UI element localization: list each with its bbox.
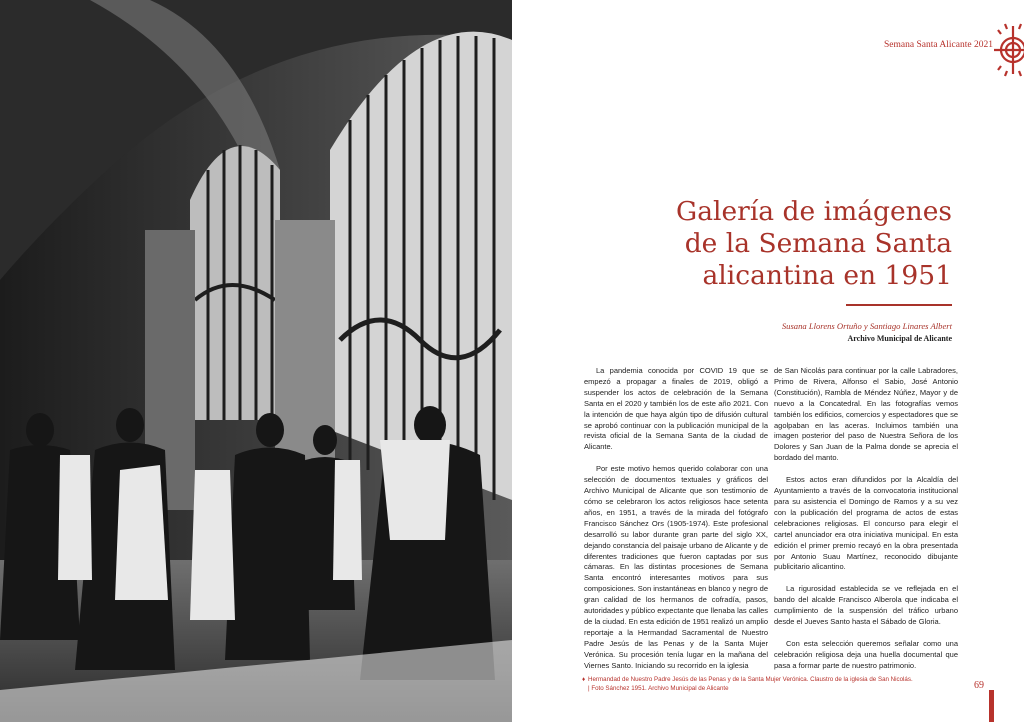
paragraph: La rigurosidad establecida se ve reflejada en el bando del alcalde Francisco Alberola que indicaba el cumplimiento de la suspensión del tráfico urbano desde el Jueves Santo hasta el Sábado de Gloria. xyxy=(774,584,958,627)
running-title: Semana Santa Alicante 2021 xyxy=(884,40,993,50)
title-line-2: de la Semana Santa xyxy=(684,228,952,259)
paragraph: Por este motivo hemos querido colaborar con una selección de documentos textuales y gráficos del Archivo Municipal de Alicante que son testimonio de cómo se celebraron los actos religiosos hace setenta años, en 1951, a través de la mirada del fotógrafo Francisco Sánchez Ors (1905-1974). Este profesional desarrolló su labor durante gran parte del siglo XX, dejando constancia del paisaje urbano de Alicante y de diferentes tradiciones que fueron captadas por sus cámaras. En las distintas procesiones de Semana Santa encontró interesantes motivos para sus composiciones. Son instantáneas en blanco y negro de gran calidad de los hermanos de cofradía, pasos, autoridades y público expectante que llenaba las calles de la ciudad. En esta edición de 1951 realizó un amplio reportaje a la Hermandad Sacramental de Nuestro Padre Jesús de las Penas y de la Santa Mujer Verónica. Su procesión tenía lugar en la mañana del Viernes Santo. Iniciando su recorrido en la iglesia xyxy=(584,464,768,670)
article-page xyxy=(512,0,1024,722)
caption-line-1: Hermandad de Nuestro Padre Jesús de las Penas y de la Santa Mujer Verónica. Claustro de la iglesia de San Nicolás. xyxy=(588,676,913,683)
article-title xyxy=(622,196,952,292)
article-authors: Susana Llorens Ortuño y Santiago Linares Albert xyxy=(781,321,952,331)
crown-of-thorns-emblem-icon xyxy=(990,20,1024,80)
paragraph: Estos actos eran difundidos por la Alcaldía del Ayuntamiento a través de la convocatoria institucional para su asistencia el Domingo de Ramos y a su vez con la publicación del programa de actos de estas celebraciones religiosas. El concurso para elegir el cartel anunciador era otra iniciativa municipal. En esta edición el primer premio recayó en la obra presentada por Antonio Suau Martínez, reconocido dibujante publicitario alicantino. xyxy=(774,475,958,572)
paragraph: Con esta selección queremos señalar como una celebración religiosa deja una huella documental que pasa a formar parte de nuestro patrimonio. xyxy=(774,638,958,670)
photo-caption xyxy=(582,675,958,693)
page-number: 69 xyxy=(974,680,984,691)
title-divider xyxy=(846,304,952,306)
article-affiliation: Archivo Municipal de Alicante xyxy=(847,334,952,343)
title-line-1: Galería de imágenes xyxy=(676,196,952,227)
paragraph: de San Nicolás para continuar por la calle Labradores, Primo de Rivera, Alfonso el Sabio, José Antonio (Constitución), Rambla de Méndez Núñez, Mayor y de nuevo a la Concatedral. En las fotografías vemos también los edificios, comercios y espectadores que se agolpaban en las aceras. Incluimos también una imagen posterior del paso de Nuestra Señora de los Dolores y San Juan de la Palma donde se aprecia el bordado del manto. xyxy=(774,366,958,463)
caption-marker-icon: ♦ xyxy=(582,676,586,683)
text-column-1 xyxy=(584,366,768,682)
page-edge-bar xyxy=(989,690,994,722)
title-line-3: alicantina en 1951 xyxy=(702,260,952,291)
text-column-2 xyxy=(774,366,958,683)
paragraph: La pandemia conocida por COVID 19 que se empezó a propagar a finales de 2019, obligó a suspender los actos de celebración de la Semana Santa en el 2020 y también los de este año 2021. Con la intención de que haya algún tipo de difusión cultural se aprobó continuar con la publicación municipal de la revista oficial de la Semana Santa de la ciudad de Alicante. xyxy=(584,366,768,452)
caption-line-2: | Foto Sánchez 1951. Archivo Municipal de Alicante xyxy=(588,685,729,692)
